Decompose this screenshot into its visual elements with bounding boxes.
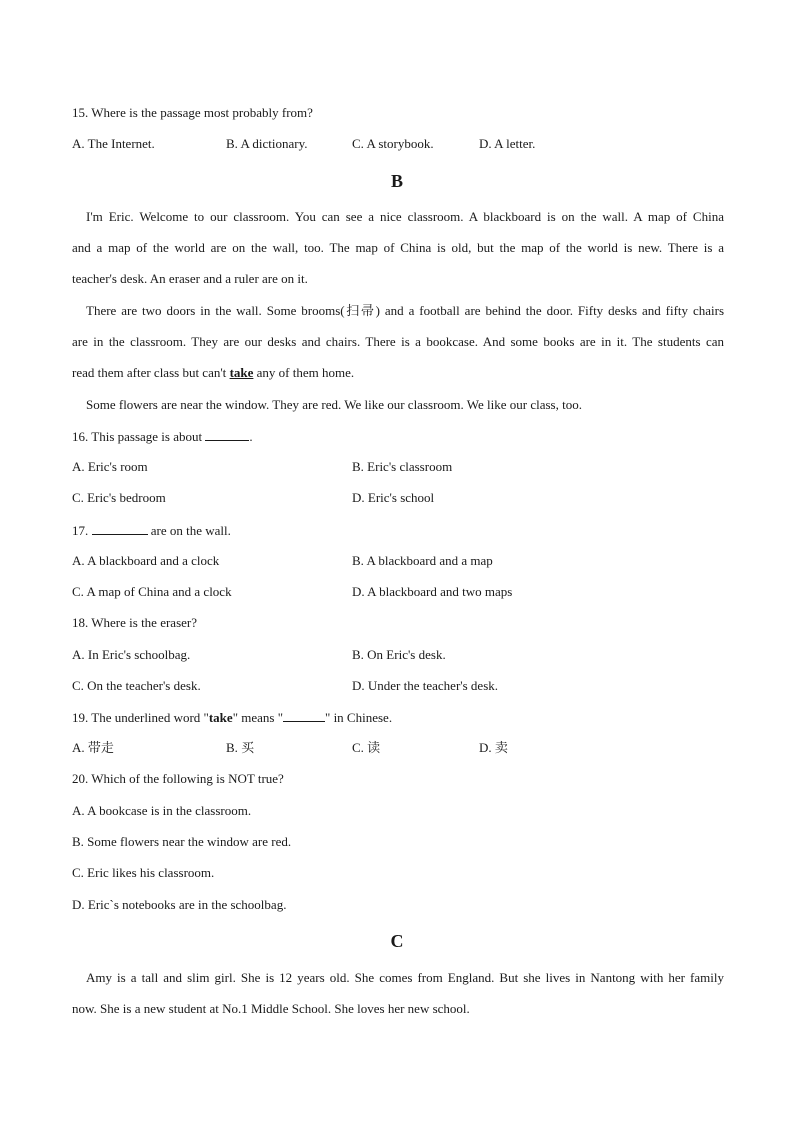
q17-stem-text: 17.: [72, 523, 92, 538]
p2-line3-after: any of them home.: [253, 365, 355, 380]
q19-option-b: B. 买: [226, 740, 255, 755]
q20-stem: 20. Which of the following is NOT true?: [72, 771, 284, 786]
q16-stem-text: 16. This passage is about: [72, 429, 206, 444]
section-b-p1-line1: I'm Eric. Welcome to our classroom. You can see a nice classroom. A blackboard is on the wall. A map of China: [86, 209, 724, 224]
q20-option-d: D. Eric`s notebooks are in the schoolbag.: [72, 897, 287, 912]
q16-option-b: B. Eric's classroom: [352, 459, 453, 474]
underlined-word-take: take: [229, 365, 254, 380]
q19-option-d: D. 卖: [479, 740, 508, 755]
q15-option-b: B. A dictionary.: [226, 136, 308, 151]
section-b-p2-line3: [72, 365, 724, 381]
q16-option-a: A. Eric's room: [72, 459, 148, 474]
q19-option-c: C. 读: [352, 740, 381, 755]
q17-blank: [92, 522, 148, 535]
section-c-p1-line1: Amy is a tall and slim girl. She is 12 years old. She comes from England. But she lives in Nantong with her family: [86, 970, 724, 985]
q16-option-c: C. Eric's bedroom: [72, 490, 166, 505]
q20-option-a: A. A bookcase is in the classroom.: [72, 803, 252, 818]
section-b-heading: B: [390, 171, 403, 191]
q17-option-d: D. A blackboard and two maps: [352, 584, 513, 599]
q18-option-a: A. In Eric's schoolbag.: [72, 647, 191, 662]
q15-option-c: C. A storybook.: [352, 136, 434, 151]
q17-stem: [72, 522, 724, 539]
q18-option-b: B. On Eric's desk.: [352, 647, 446, 662]
q17-stem-end: are on the wall.: [147, 523, 231, 538]
q20-option-b: B. Some flowers near the window are red.: [72, 834, 292, 849]
section-b-p1-line2: and a map of the world are on the wall, too. The map of China is old, but the map of the world is new. There is a: [72, 240, 724, 255]
q19-blank: [283, 709, 325, 722]
q17-option-c: C. A map of China and a clock: [72, 584, 232, 599]
q17-option-b: B. A blackboard and a map: [352, 553, 493, 568]
section-b-p1-line3: teacher's desk. An eraser and a ruler are on it.: [72, 271, 308, 286]
q18-stem: 18. Where is the eraser?: [72, 615, 198, 630]
q16-blank: [205, 428, 249, 441]
p2-line3-before: read them after class but can't: [72, 365, 230, 380]
q18-option-c: C. On the teacher's desk.: [72, 678, 201, 693]
q19-stem-word: take: [208, 710, 233, 725]
q19-stem-mid: " means ": [232, 710, 284, 725]
q19-option-a: A. 带走: [72, 740, 114, 755]
section-c-heading: C: [390, 931, 404, 951]
q17-option-a: A. A blackboard and a clock: [72, 553, 220, 568]
section-b-p2-line1: There are two doors in the wall. Some brooms(扫帚) and a football are behind the door. Fifty desks and fifty chairs: [86, 303, 724, 318]
q20-option-c: C. Eric likes his classroom.: [72, 865, 215, 880]
q15-option-a: A. The Internet.: [72, 136, 155, 151]
section-c-p1-line2: now. She is a new student at No.1 Middle School. She loves her new school.: [72, 1001, 470, 1016]
section-b-p2-line2: are in the classroom. They are our desks and chairs. There is a bookcase. And some books are in it. The students can: [72, 334, 724, 349]
q15-option-d: D. A letter.: [479, 136, 536, 151]
q16-option-d: D. Eric's school: [352, 490, 435, 505]
q19-stem-end: " in Chinese.: [325, 710, 393, 725]
section-b-p3: Some flowers are near the window. They are red. We like our classroom. We like our class, too.: [86, 397, 582, 412]
q18-option-d: D. Under the teacher's desk.: [352, 678, 499, 693]
q16-stem: [72, 428, 724, 445]
q15-stem: 15. Where is the passage most probably from?: [72, 105, 313, 120]
q16-stem-end: .: [249, 429, 253, 444]
q19-stem: [72, 709, 724, 726]
q19-stem-text: 19. The underlined word ": [72, 710, 209, 725]
